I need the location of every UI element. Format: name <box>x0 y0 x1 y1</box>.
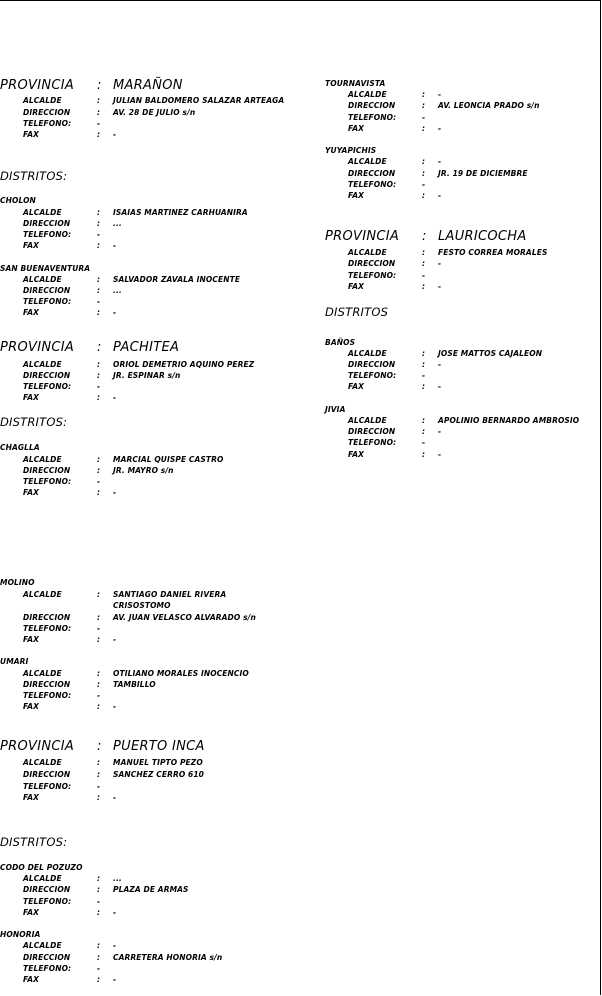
fax-label: FAX <box>23 635 40 644</box>
district-name: CHAGLLA <box>0 443 40 452</box>
province-name: PUERTO INCA <box>113 739 205 754</box>
phone-value: - <box>97 691 101 700</box>
fax-label: FAX <box>348 382 365 391</box>
separator: : <box>422 259 426 268</box>
phone-label: TELEFONO: <box>348 271 397 280</box>
address-value: SANCHEZ CERRO 610 <box>113 770 204 779</box>
phone-value: - <box>422 271 426 280</box>
address-value: TAMBILLO <box>113 680 156 689</box>
district-name: SAN BUENAVENTURA <box>0 264 91 273</box>
mayor-value: ISAIAS MARTINEZ CARHUANIRA <box>113 208 248 217</box>
separator: : <box>97 874 101 883</box>
mayor-value: SALVADOR ZAVALA INOCENTE <box>113 275 241 284</box>
fax-label: FAX <box>348 282 365 291</box>
address-label: DIRECCION <box>348 169 396 178</box>
address-value: AV. JUAN VELASCO ALVARADO s/n <box>113 613 256 622</box>
address-value: - <box>438 259 442 268</box>
fax-label: FAX <box>23 393 40 402</box>
mayor-value: ... <box>113 874 122 883</box>
districts-title: DISTRITOS: <box>0 835 68 849</box>
address-label: DIRECCION <box>23 613 71 622</box>
mayor-value: JOSE MATTOS CAJALEON <box>438 349 543 358</box>
fax-value: - <box>438 450 442 459</box>
fax-label: FAX <box>23 702 40 711</box>
separator: : <box>97 340 102 355</box>
separator: : <box>97 455 101 464</box>
address-value: JR. 19 DE DICIEMBRE <box>438 169 528 178</box>
phone-value: - <box>97 897 101 906</box>
address-label: DIRECCION <box>348 360 396 369</box>
separator: : <box>422 191 426 200</box>
address-value: - <box>438 360 442 369</box>
fax-value: - <box>438 124 442 133</box>
mayor-label: ALCALDE <box>23 96 62 105</box>
fax-label: FAX <box>23 908 40 917</box>
separator: : <box>97 613 101 622</box>
separator: : <box>422 416 426 425</box>
fax-label: FAX <box>23 793 40 802</box>
mayor-label: ALCALDE <box>23 669 62 678</box>
province-name: PACHITEA <box>113 340 180 355</box>
separator: : <box>97 286 101 295</box>
phone-label: TELEFONO: <box>23 624 72 633</box>
district-name: HONORIA <box>0 930 41 939</box>
mayor-value: ORIOL DEMETRIO AQUINO PEREZ <box>113 360 255 369</box>
separator: : <box>97 371 101 380</box>
address-value: AV. LEONCIA PRADO s/n <box>438 101 540 110</box>
address-label: DIRECCION <box>23 770 71 779</box>
phone-value: - <box>97 119 101 128</box>
separator: : <box>97 953 101 962</box>
fax-label: FAX <box>23 975 40 984</box>
district-name: BAÑOS <box>325 338 356 347</box>
separator: : <box>422 427 426 436</box>
separator: : <box>97 488 101 497</box>
separator: : <box>97 770 101 779</box>
district-name: JIVIA <box>325 405 346 414</box>
separator: : <box>97 208 101 217</box>
address-label: DIRECCION <box>23 953 71 962</box>
separator: : <box>97 590 101 599</box>
address-label: DIRECCION <box>23 680 71 689</box>
fax-value: - <box>113 130 117 139</box>
mayor-value: SANTIAGO DANIEL RIVERA <box>113 590 227 599</box>
mayor-label: ALCALDE <box>23 758 62 767</box>
fax-value: - <box>113 635 117 644</box>
mayor-label: ALCALDE <box>23 208 62 217</box>
separator: : <box>422 349 426 358</box>
address-label: DIRECCION <box>23 108 71 117</box>
mayor-label: ALCALDE <box>23 590 62 599</box>
address-value: - <box>438 427 442 436</box>
address-label: DIRECCION <box>348 259 396 268</box>
districts-title: DISTRITOS <box>325 305 389 319</box>
address-value: PLAZA DE ARMAS <box>113 885 189 894</box>
separator: : <box>97 669 101 678</box>
address-value: CARRETERA HONORIA s/n <box>113 953 223 962</box>
fax-value: - <box>113 488 117 497</box>
address-label: DIRECCION <box>23 286 71 295</box>
fax-value: - <box>113 702 117 711</box>
address-label: DIRECCION <box>348 101 396 110</box>
phone-label: TELEFONO: <box>23 382 72 391</box>
phone-value: - <box>422 438 426 447</box>
separator: : <box>97 680 101 689</box>
phone-value: - <box>97 382 101 391</box>
separator: : <box>97 393 101 402</box>
district-name: YUYAPICHIS <box>325 146 377 155</box>
phone-label: TELEFONO: <box>23 964 72 973</box>
address-value: JR. MAYRO s/n <box>113 466 174 475</box>
separator: : <box>97 793 101 802</box>
separator: : <box>422 124 426 133</box>
mayor-value: - <box>113 941 117 950</box>
districts-title: DISTRITOS: <box>0 415 68 429</box>
fax-value: - <box>113 308 117 317</box>
mayor-label: ALCALDE <box>348 248 387 257</box>
separator: : <box>97 635 101 644</box>
mayor-value: - <box>438 157 442 166</box>
province-name: MARAÑON <box>113 78 183 93</box>
phone-value: - <box>97 297 101 306</box>
fax-label: FAX <box>23 308 40 317</box>
fax-label: FAX <box>348 124 365 133</box>
fax-value: - <box>438 382 442 391</box>
separator: : <box>97 975 101 984</box>
address-label: DIRECCION <box>23 466 71 475</box>
mayor-label: ALCALDE <box>23 455 62 464</box>
separator: : <box>97 758 101 767</box>
address-label: DIRECCION <box>23 371 71 380</box>
mayor-value-line2: CRISOSTOMO <box>113 601 171 610</box>
address-label: DIRECCION <box>348 427 396 436</box>
separator: : <box>97 130 101 139</box>
separator: : <box>422 450 426 459</box>
mayor-label: ALCALDE <box>348 157 387 166</box>
address-value: AV. 28 DE JULIO s/n <box>113 108 196 117</box>
address-value: JR. ESPINAR s/n <box>113 371 181 380</box>
separator: : <box>97 96 101 105</box>
districts-title: DISTRITOS: <box>0 169 68 183</box>
fax-value: - <box>113 793 117 802</box>
province-label: PROVINCIA <box>325 229 400 244</box>
address-value: ... <box>113 219 122 228</box>
phone-value: - <box>97 624 101 633</box>
fax-value: - <box>113 241 117 250</box>
fax-value: - <box>113 975 117 984</box>
separator: : <box>422 360 426 369</box>
separator: : <box>97 360 101 369</box>
separator: : <box>97 108 101 117</box>
phone-value: - <box>422 371 426 380</box>
mayor-value: MANUEL TIPTO PEZO <box>113 758 203 767</box>
fax-value: - <box>438 191 442 200</box>
separator: : <box>422 90 426 99</box>
phone-label: TELEFONO: <box>23 477 72 486</box>
mayor-value: APOLINIO BERNARDO AMBROSIO <box>438 416 580 425</box>
fax-label: FAX <box>348 450 365 459</box>
mayor-value: OTILIANO MORALES INOCENCIO <box>113 669 249 678</box>
fax-label: FAX <box>23 488 40 497</box>
separator: : <box>422 101 426 110</box>
separator: : <box>97 466 101 475</box>
phone-label: TELEFONO: <box>348 113 397 122</box>
separator: : <box>97 885 101 894</box>
phone-label: TELEFONO: <box>348 438 397 447</box>
separator: : <box>97 702 101 711</box>
mayor-label: ALCALDE <box>348 90 387 99</box>
separator: : <box>422 382 426 391</box>
separator: : <box>97 739 102 754</box>
phone-value: - <box>97 782 101 791</box>
fax-value: - <box>113 393 117 402</box>
province-label: PROVINCIA <box>0 739 75 754</box>
mayor-value: MARCIAL QUISPE CASTRO <box>113 455 224 464</box>
mayor-label: ALCALDE <box>348 349 387 358</box>
separator: : <box>97 908 101 917</box>
separator: : <box>422 248 426 257</box>
separator: : <box>97 275 101 284</box>
mayor-label: ALCALDE <box>23 874 62 883</box>
separator: : <box>422 229 427 244</box>
fax-value: - <box>113 908 117 917</box>
phone-label: TELEFONO: <box>348 180 397 189</box>
phone-value: - <box>422 113 426 122</box>
mayor-value: - <box>438 90 442 99</box>
mayor-value: FESTO CORREA MORALES <box>438 248 548 257</box>
district-name: TOURNAVISTA <box>325 79 386 88</box>
fax-value: - <box>438 282 442 291</box>
address-label: DIRECCION <box>23 219 71 228</box>
phone-value: - <box>97 477 101 486</box>
separator: : <box>97 941 101 950</box>
province-label: PROVINCIA <box>0 78 75 93</box>
district-name: CHOLON <box>0 196 36 205</box>
mayor-label: ALCALDE <box>23 941 62 950</box>
separator: : <box>97 241 101 250</box>
separator: : <box>97 78 102 93</box>
phone-label: TELEFONO: <box>23 297 72 306</box>
address-value: ... <box>113 286 122 295</box>
phone-label: TELEFONO: <box>348 371 397 380</box>
phone-value: - <box>422 180 426 189</box>
separator: : <box>97 219 101 228</box>
phone-value: - <box>97 230 101 239</box>
phone-label: TELEFONO: <box>23 897 72 906</box>
phone-label: TELEFONO: <box>23 119 72 128</box>
mayor-label: ALCALDE <box>23 275 62 284</box>
phone-label: TELEFONO: <box>23 691 72 700</box>
address-label: DIRECCION <box>23 885 71 894</box>
phone-label: TELEFONO: <box>23 230 72 239</box>
fax-label: FAX <box>23 241 40 250</box>
district-name: UMARI <box>0 657 29 666</box>
fax-label: FAX <box>23 130 40 139</box>
province-label: PROVINCIA <box>0 340 75 355</box>
separator: : <box>97 308 101 317</box>
district-name: CODO DEL POZUZO <box>0 863 83 872</box>
mayor-label: ALCALDE <box>23 360 62 369</box>
separator: : <box>422 282 426 291</box>
phone-label: TELEFONO: <box>23 782 72 791</box>
province-name: LAURICOCHA <box>438 229 527 244</box>
separator: : <box>422 157 426 166</box>
mayor-value: JULIAN BALDOMERO SALAZAR ARTEAGA <box>113 96 285 105</box>
phone-value: - <box>97 964 101 973</box>
district-name: MOLINO <box>0 578 35 587</box>
fax-label: FAX <box>348 191 365 200</box>
mayor-label: ALCALDE <box>348 416 387 425</box>
separator: : <box>422 169 426 178</box>
